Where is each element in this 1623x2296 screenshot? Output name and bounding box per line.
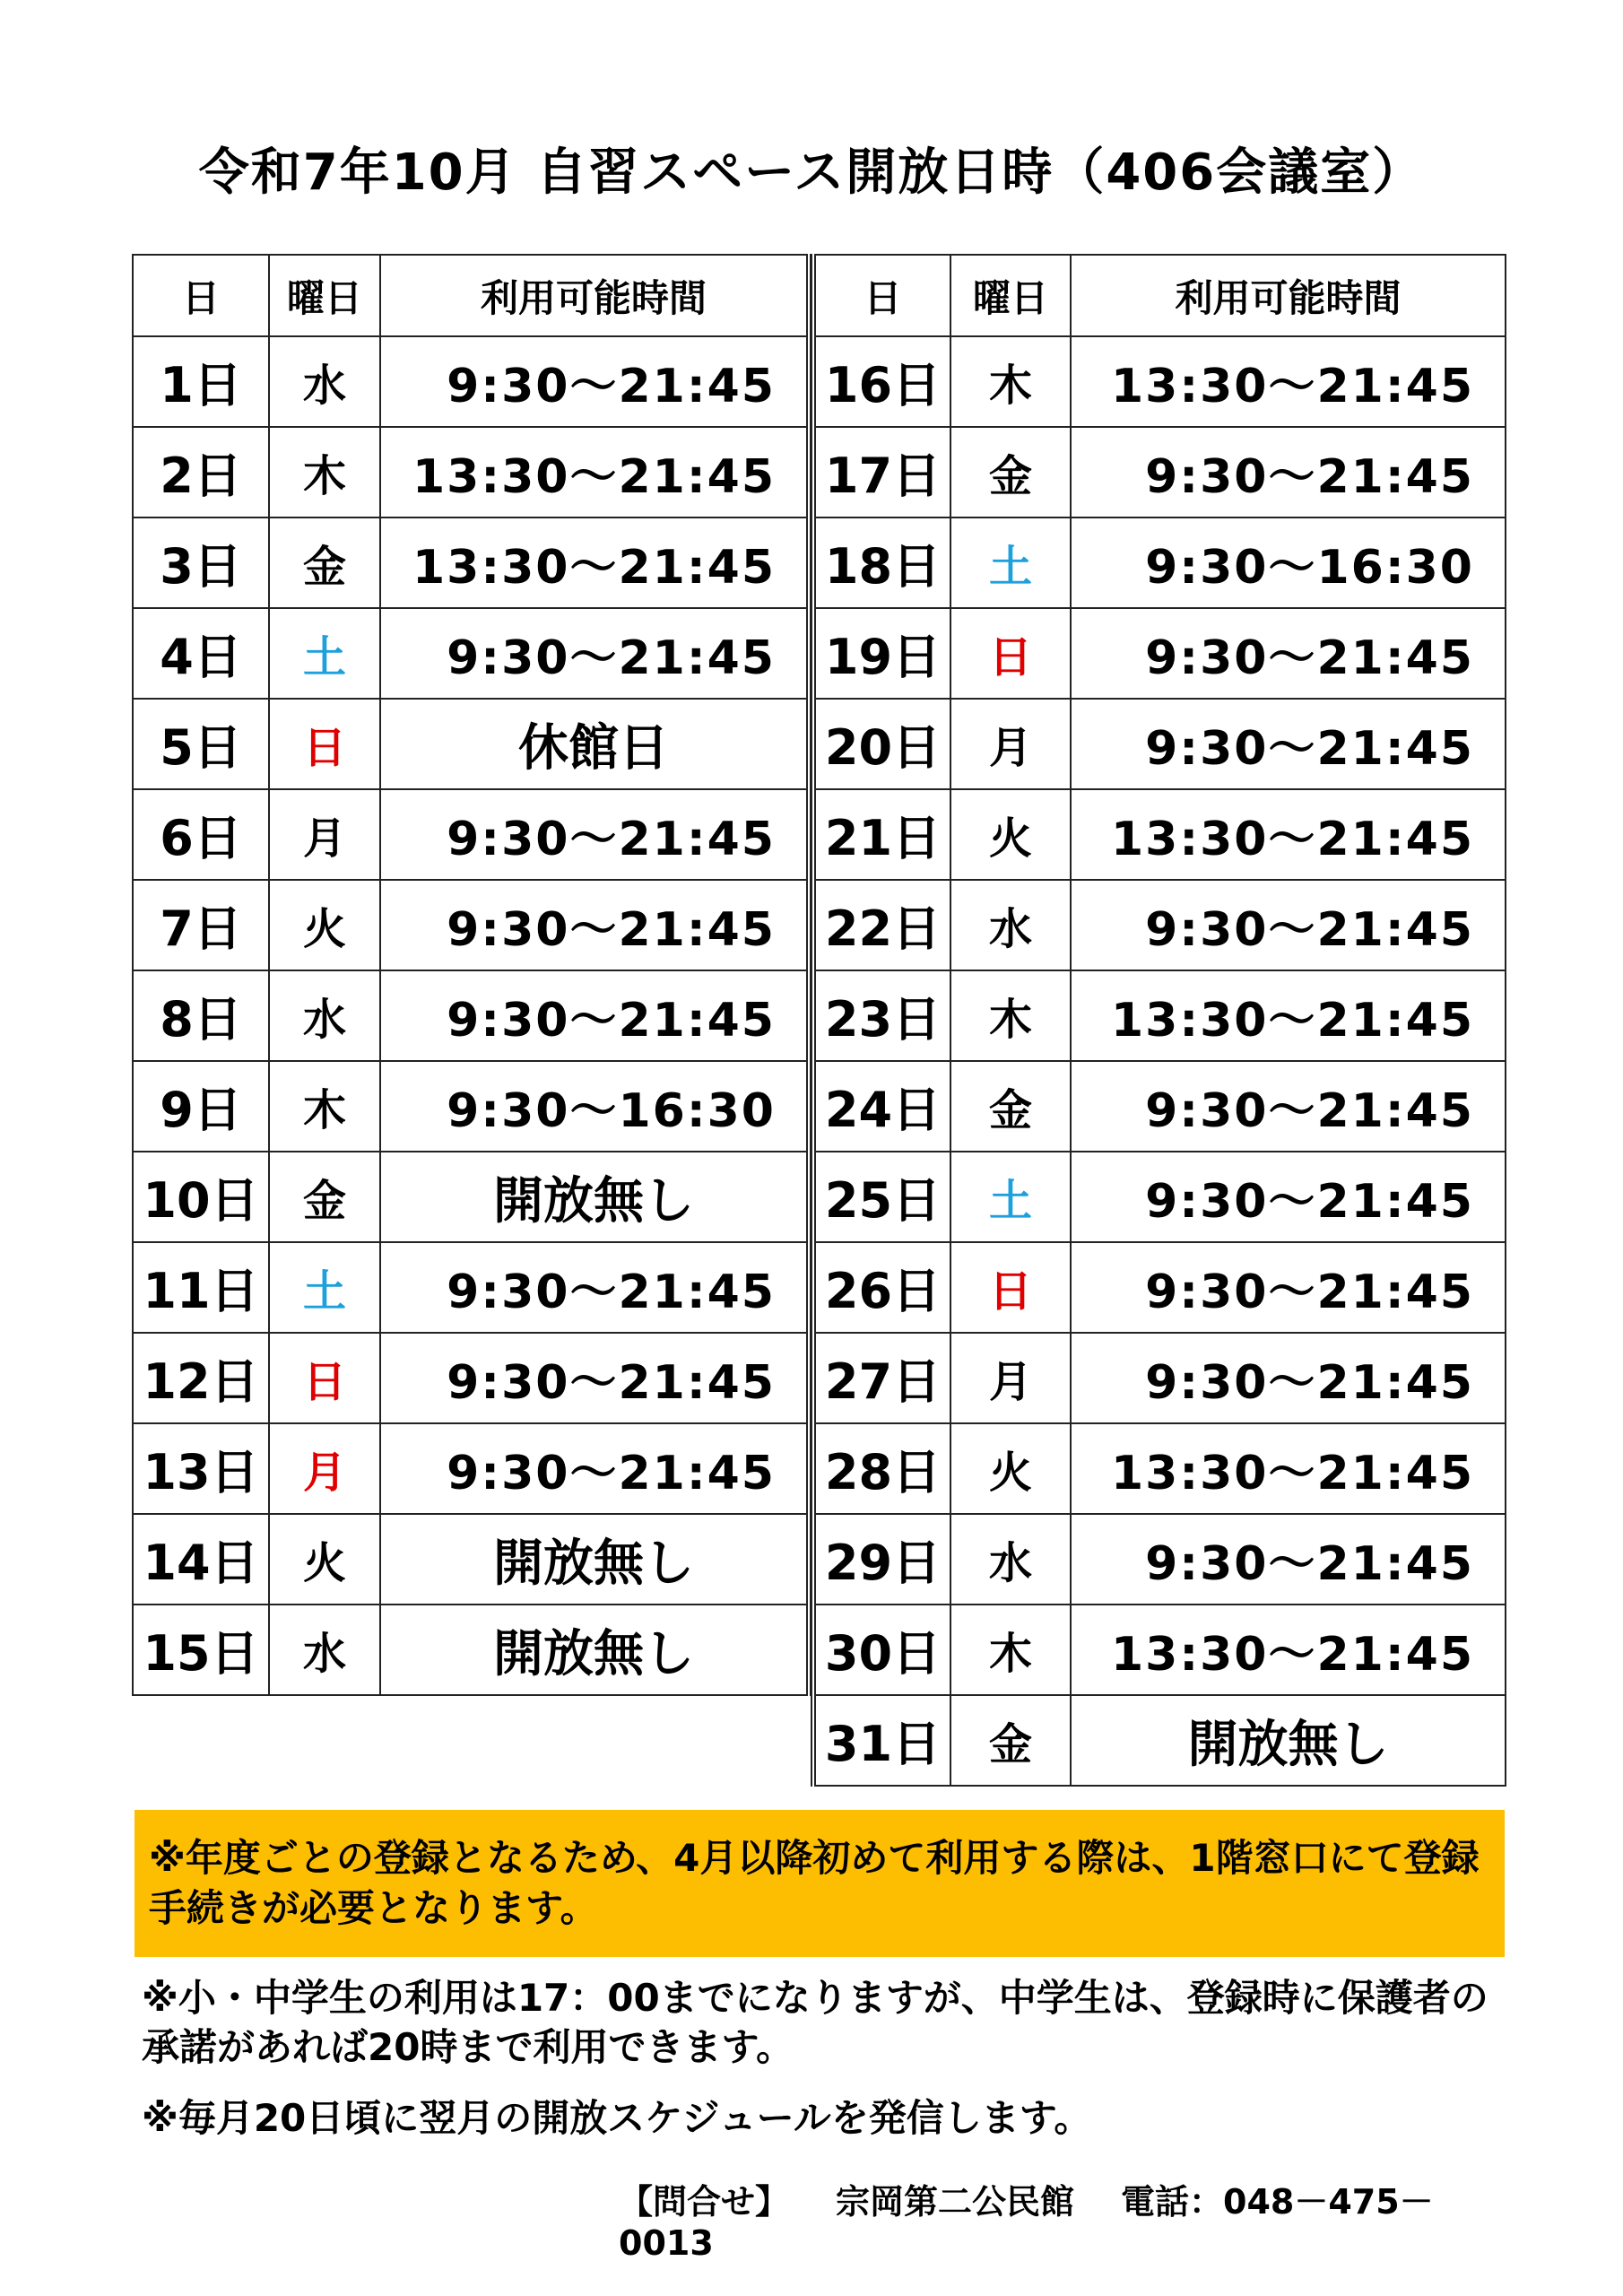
weekday-cell: 土 xyxy=(269,1242,380,1333)
day-cell: 18日 xyxy=(813,517,950,608)
day-cell: 19日 xyxy=(813,608,950,699)
day-cell: 1日 xyxy=(133,336,269,427)
weekday-cell: 木 xyxy=(950,1605,1071,1695)
registration-notice: ※年度ごとの登録となるため、4月以降初めて利用する際は、1階窓口にて登録手続きが必要となります。 xyxy=(135,1810,1505,1957)
table-row xyxy=(133,1514,809,1605)
weekday-cell: 水 xyxy=(950,1514,1071,1605)
day-cell: 5日 xyxy=(133,699,269,789)
day-cell: 15日 xyxy=(133,1605,269,1695)
day-cell: 14日 xyxy=(133,1514,269,1605)
table-row xyxy=(133,1423,809,1514)
day-cell: 9日 xyxy=(133,1061,269,1152)
day-cell: 30日 xyxy=(813,1605,950,1695)
time-cell: 休館日 xyxy=(380,699,809,789)
time-cell: 9:30～21:45 xyxy=(1071,880,1506,970)
time-cell: 9:30～21:45 xyxy=(380,608,809,699)
day-cell: 11日 xyxy=(133,1242,269,1333)
table-row xyxy=(133,427,809,517)
day-cell: 12日 xyxy=(133,1333,269,1423)
time-cell: 9:30～21:45 xyxy=(1071,427,1506,517)
weekday-cell: 火 xyxy=(950,1423,1071,1514)
header-weekday: 曜日 xyxy=(269,255,380,336)
day-cell: 16日 xyxy=(813,336,950,427)
table-row xyxy=(133,1605,809,1695)
day-cell: 17日 xyxy=(813,427,950,517)
weekday-cell: 土 xyxy=(269,608,380,699)
table-row xyxy=(813,1605,1506,1695)
contact-facility: 宗岡第二公民館 xyxy=(836,2182,1075,2222)
weekday-cell: 月 xyxy=(269,1423,380,1514)
table-row xyxy=(813,1061,1506,1152)
weekday-cell: 金 xyxy=(950,1061,1071,1152)
day-cell: 25日 xyxy=(813,1152,950,1242)
day-cell: 4日 xyxy=(133,608,269,699)
schedule-table-right xyxy=(811,254,1506,1787)
time-cell: 13:30～21:45 xyxy=(380,427,809,517)
weekday-cell: 日 xyxy=(950,608,1071,699)
table-row xyxy=(133,880,809,970)
contact-info xyxy=(619,2174,1506,2263)
day-cell: 26日 xyxy=(813,1242,950,1333)
weekday-cell: 水 xyxy=(269,970,380,1061)
weekday-cell: 火 xyxy=(269,1514,380,1605)
time-cell: 9:30～21:45 xyxy=(1071,1333,1506,1423)
table-row xyxy=(133,1242,809,1333)
time-cell: 9:30～21:45 xyxy=(1071,1242,1506,1333)
table-row xyxy=(813,970,1506,1061)
table-row xyxy=(813,699,1506,789)
time-cell: 13:30～21:45 xyxy=(1071,336,1506,427)
student-usage-note: ※小・中学生の利用は17：00までになりますが、中学生は、登録時に保護者の承諾があれば20時まで利用できます。 xyxy=(142,1976,1488,2069)
time-cell: 9:30～21:45 xyxy=(1071,1152,1506,1242)
weekday-cell: 土 xyxy=(950,1152,1071,1242)
weekday-cell: 月 xyxy=(269,789,380,880)
time-cell: 13:30～21:45 xyxy=(1071,1605,1506,1695)
table-row xyxy=(813,1514,1506,1605)
weekday-cell: 金 xyxy=(269,517,380,608)
day-cell: 8日 xyxy=(133,970,269,1061)
table-row xyxy=(813,1333,1506,1423)
time-cell: 開放無し xyxy=(1071,1695,1506,1786)
table-row xyxy=(813,1423,1506,1514)
day-cell: 10日 xyxy=(133,1152,269,1242)
day-cell: 2日 xyxy=(133,427,269,517)
time-cell: 9:30～21:45 xyxy=(380,1333,809,1423)
table-header-row xyxy=(813,255,1506,336)
time-cell: 13:30～21:45 xyxy=(1071,970,1506,1061)
time-cell: 9:30～21:45 xyxy=(1071,699,1506,789)
weekday-cell: 日 xyxy=(269,1333,380,1423)
day-cell: 29日 xyxy=(813,1514,950,1605)
header-day: 日 xyxy=(813,255,950,336)
day-cell: 3日 xyxy=(133,517,269,608)
table-row xyxy=(813,789,1506,880)
time-cell: 9:30～21:45 xyxy=(1071,1061,1506,1152)
weekday-cell: 日 xyxy=(950,1242,1071,1333)
weekday-cell: 土 xyxy=(950,517,1071,608)
day-cell: 23日 xyxy=(813,970,950,1061)
time-cell: 9:30～16:30 xyxy=(1071,517,1506,608)
weekday-cell: 木 xyxy=(269,1061,380,1152)
time-cell: 9:30～21:45 xyxy=(1071,1514,1506,1605)
day-cell: 22日 xyxy=(813,880,950,970)
time-cell: 9:30～21:45 xyxy=(380,970,809,1061)
day-cell: 6日 xyxy=(133,789,269,880)
contact-label: 【問合せ】 xyxy=(619,2182,790,2222)
day-cell: 24日 xyxy=(813,1061,950,1152)
weekday-cell: 火 xyxy=(269,880,380,970)
table-row xyxy=(813,427,1506,517)
weekday-cell: 水 xyxy=(950,880,1071,970)
day-cell: 7日 xyxy=(133,880,269,970)
time-cell: 9:30～21:45 xyxy=(380,336,809,427)
table-row xyxy=(813,880,1506,970)
table-row xyxy=(133,517,809,608)
table-row xyxy=(133,970,809,1061)
table-row xyxy=(133,336,809,427)
table-row xyxy=(133,1333,809,1423)
time-cell: 開放無し xyxy=(380,1605,809,1695)
header-weekday: 曜日 xyxy=(950,255,1071,336)
schedule-release-note: ※毎月20日頃に翌月の開放スケジュールを発信します。 xyxy=(142,2096,1092,2140)
table-row xyxy=(813,1242,1506,1333)
time-cell: 13:30～21:45 xyxy=(1071,789,1506,880)
table-row xyxy=(133,1061,809,1152)
weekday-cell: 木 xyxy=(950,970,1071,1061)
time-cell: 開放無し xyxy=(380,1514,809,1605)
time-cell: 9:30～21:45 xyxy=(1071,608,1506,699)
time-cell: 9:30～21:45 xyxy=(380,1242,809,1333)
weekday-cell: 日 xyxy=(269,699,380,789)
table-row xyxy=(813,336,1506,427)
weekday-cell: 水 xyxy=(269,1605,380,1695)
weekday-cell: 木 xyxy=(269,427,380,517)
schedule-table-left xyxy=(132,254,812,1696)
weekday-cell: 水 xyxy=(269,336,380,427)
time-cell: 9:30～21:45 xyxy=(380,789,809,880)
weekday-cell: 木 xyxy=(950,336,1071,427)
table-row xyxy=(813,1152,1506,1242)
day-cell: 21日 xyxy=(813,789,950,880)
table-row xyxy=(813,517,1506,608)
time-cell: 13:30～21:45 xyxy=(380,517,809,608)
header-time: 利用可能時間 xyxy=(1071,255,1506,336)
weekday-cell: 金 xyxy=(950,1695,1071,1786)
day-cell: 31日 xyxy=(813,1695,950,1786)
weekday-cell: 火 xyxy=(950,789,1071,880)
table-row xyxy=(133,699,809,789)
day-cell: 13日 xyxy=(133,1423,269,1514)
contact-phone: 電話：048－475－0013 xyxy=(619,2182,1434,2263)
table-row xyxy=(813,608,1506,699)
weekday-cell: 月 xyxy=(950,1333,1071,1423)
weekday-cell: 金 xyxy=(269,1152,380,1242)
page-title: 令和7年10月 自習スペース開放日時（406会議室） xyxy=(198,144,1425,202)
time-cell: 13:30～21:45 xyxy=(1071,1423,1506,1514)
day-cell: 27日 xyxy=(813,1333,950,1423)
table-row xyxy=(133,1152,809,1242)
weekday-cell: 月 xyxy=(950,699,1071,789)
day-cell: 20日 xyxy=(813,699,950,789)
header-time: 利用可能時間 xyxy=(380,255,809,336)
day-cell: 28日 xyxy=(813,1423,950,1514)
table-row xyxy=(813,1695,1506,1786)
time-cell: 9:30～16:30 xyxy=(380,1061,809,1152)
time-cell: 9:30～21:45 xyxy=(380,880,809,970)
table-row xyxy=(133,789,809,880)
table-row xyxy=(133,608,809,699)
header-day: 日 xyxy=(133,255,269,336)
time-cell: 開放無し xyxy=(380,1152,809,1242)
table-header-row xyxy=(133,255,809,336)
weekday-cell: 金 xyxy=(950,427,1071,517)
time-cell: 9:30～21:45 xyxy=(380,1423,809,1514)
